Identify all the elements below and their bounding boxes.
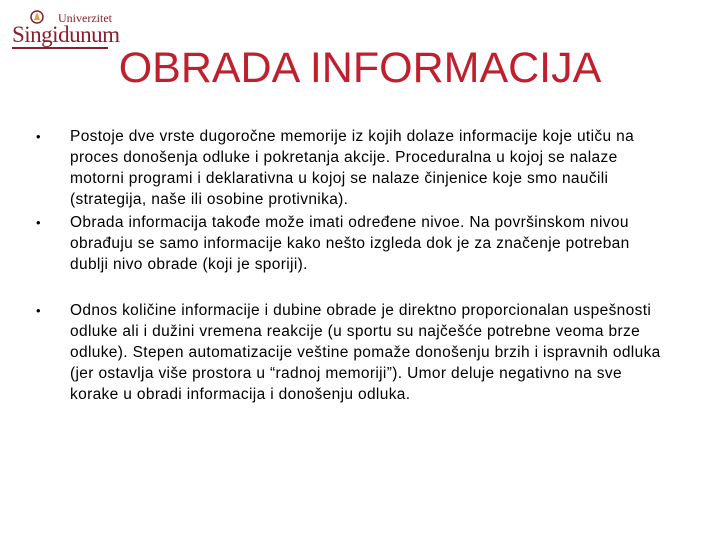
- bullet-item: [0, 126, 670, 210]
- bullet-text: Postoje dve vrste dugoročne memorije iz kojih dolaze informacije koje utiču na proces donošenja odluke i pokretanja akcije. Proceduralna u kojoj se nalaze motorni programi i deklarativna u kojoj se nalaze činjenice koje smo naučili (strategija, naše ili osobine protivnika).: [70, 128, 635, 208]
- bullet-text: Obrada informacija takođe može imati određene nivoe. Na površinskom nivou obrađuju se samo informacije kako nešto izgleda dok je za značenje potreban dublji nivo obrade (koji je sporiji).: [70, 214, 630, 273]
- bullet-marker: •: [36, 303, 41, 318]
- bullet-list: [0, 126, 720, 405]
- logo-name: Singidunum: [12, 22, 120, 47]
- bullet-text: Odnos količine informacije i dubine obrade je direktno proporcionalan uspešnosti odluke ali i dužini vremena reakcije (u sportu su najčešće potrebne veoma brze odluke). Stepen automatizacije veštine pomaže donošenju brzih i ispravnih odluka (jer ostavlja više prostora u “radnoj memoriji”). Umor deluje negativno na sve korake u obradi informacija i donošenju odluka.: [70, 302, 661, 403]
- bullet-item: [0, 212, 670, 275]
- bullet-marker: •: [36, 215, 41, 230]
- bullet-item: [0, 300, 670, 405]
- logo-university-label: Univerzitet: [58, 11, 112, 25]
- bullet-marker: •: [36, 129, 41, 144]
- slide-title: OBRADA INFORMACIJA: [118, 44, 602, 92]
